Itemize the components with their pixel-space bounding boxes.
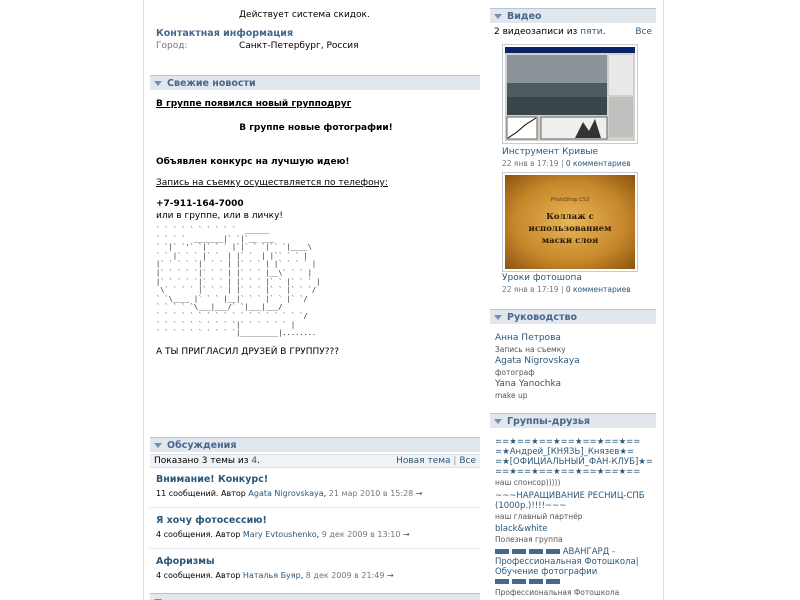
summary-prefix: Показано 3 темы из bbox=[154, 456, 252, 466]
topic-count: 4 сообщения. Автор bbox=[156, 571, 241, 580]
topic-date: 21 мар 2010 в 15:28 bbox=[328, 489, 414, 498]
group-desc: наш спонсор))))) bbox=[495, 478, 561, 487]
topic-author-link[interactable]: Наталья Буяр bbox=[242, 571, 301, 580]
news-line-3: Объявлен конкурс на лучшую идею! bbox=[156, 157, 350, 167]
discussions-actions: Новая тема | Все bbox=[396, 456, 476, 466]
video-comments-link[interactable]: 0 комментариев bbox=[565, 159, 631, 168]
topic-meta: 11 сообщений. Автор Agata Nigrovskaya, 21 мар 2010 в 15:28 → bbox=[156, 489, 423, 498]
video-meta: 22 янв в 17:19 | 0 комментариев bbox=[502, 285, 631, 294]
group-name-link[interactable]: black&white bbox=[495, 524, 548, 534]
group-item bbox=[495, 491, 655, 521]
video-meta: 22 янв в 17:19 | 0 комментариев bbox=[502, 159, 631, 168]
group-name: =★Андрей_[КНЯЗЬ]_Князев★= =★[ОФИЦИАЛЬНЫЙ_ФАН-КЛУБ]★= bbox=[495, 447, 654, 467]
collapse-triangle-icon bbox=[154, 81, 162, 86]
thumb-small-title: PhotoShop CS3 bbox=[550, 197, 590, 203]
news-body bbox=[156, 98, 476, 358]
leader-role: Запись на съемку bbox=[495, 345, 566, 354]
next-section-header[interactable] bbox=[150, 593, 480, 600]
divider bbox=[150, 507, 480, 508]
group-desc: Полезная группа bbox=[495, 535, 563, 544]
topic-meta: 4 сообщения. Автор Mary Evtoushenko, 9 дек 2009 в 13:10 → bbox=[156, 530, 410, 539]
groups-title: Группы-друзья bbox=[507, 415, 590, 427]
topic-meta: 4 сообщения. Автор Наталья Буяр, 8 дек 2009 в 21:49 → bbox=[156, 571, 394, 580]
video-summary: 2 видеозаписи из пяти. bbox=[494, 27, 606, 37]
topic-date: 8 дек 2009 в 21:49 bbox=[305, 571, 385, 580]
video-title: Видео bbox=[507, 10, 542, 22]
video-title-link[interactable]: Инструмент Кривые bbox=[502, 147, 599, 157]
leadership-title: Руководство bbox=[507, 311, 578, 323]
group-item bbox=[495, 547, 655, 597]
collapse-triangle-icon bbox=[494, 315, 502, 320]
topic-count: 11 сообщений. Автор bbox=[156, 489, 246, 498]
group-name-link[interactable]: ~~~НАРАЩИВАНИЕ РЕСНИЦ-СПБ (1000р.)!!!!~~~ bbox=[495, 491, 645, 511]
all-topics-link[interactable]: Все bbox=[459, 456, 476, 466]
news-title: Свежие новости bbox=[167, 77, 256, 89]
news-line-4: Запись на съемку осуществляется по телефону: bbox=[156, 178, 388, 188]
collage-thumbnail-image bbox=[505, 175, 635, 269]
photoshop-screenshot-image bbox=[505, 47, 635, 141]
discussions-summary: Показано 3 темы из 4. bbox=[154, 456, 261, 466]
video-date: 22 янв в 17:19 bbox=[502, 159, 559, 168]
news-line-1: В группе появился новый групподруг bbox=[156, 99, 352, 109]
topic-count: 4 сообщения. Автор bbox=[156, 530, 241, 539]
topic-title[interactable]: Внимание! Конкурс! bbox=[156, 474, 269, 485]
collapse-triangle-icon bbox=[494, 14, 502, 19]
topic-title[interactable]: Афоризмы bbox=[156, 556, 215, 567]
leader-name-link[interactable]: Анна Петрова bbox=[495, 333, 561, 343]
video-thumbnail[interactable] bbox=[502, 172, 638, 272]
leader-role: фотограф bbox=[495, 368, 535, 377]
leader-item bbox=[495, 356, 580, 377]
collapse-triangle-icon bbox=[154, 443, 162, 448]
news-section-header[interactable] bbox=[150, 75, 480, 90]
video-comments-link[interactable]: 0 комментариев bbox=[565, 285, 631, 294]
group-name-link[interactable] bbox=[495, 437, 655, 477]
video-summary-prefix: 2 видеозаписи из bbox=[494, 27, 581, 37]
topic-item bbox=[156, 556, 476, 580]
news-line-2: В группе новые фотографии! bbox=[239, 123, 393, 133]
group-item bbox=[495, 437, 655, 487]
topic-author-link[interactable]: Agata Nigrovskaya bbox=[248, 489, 324, 498]
news-line-5: или в группе, или в личку! bbox=[156, 211, 284, 221]
contact-heading: Контактная информация bbox=[156, 28, 294, 39]
go-arrow-icon[interactable]: → bbox=[415, 489, 423, 498]
topic-item bbox=[156, 474, 476, 498]
topic-date: 9 дек 2009 в 13:10 bbox=[321, 530, 401, 539]
decorative-blocks bbox=[495, 579, 560, 584]
city-value: Санкт-Петербург, Россия bbox=[239, 41, 359, 51]
group-desc: Профессиональная Фотошкола bbox=[495, 588, 620, 597]
leader-name-link[interactable]: Yana Yanochka bbox=[495, 379, 562, 389]
go-arrow-icon[interactable]: → bbox=[387, 571, 394, 580]
decorative-blocks bbox=[495, 549, 560, 554]
ascii-art: ` ` ` ` ` ` ` ` ` ` ______ ` ` ` ` _______|` `|`__ ___ ` `|` `'` `|` ` ` |`|` ` `|`` `|____\ ` ` |` ` ` |` ` | |` ` | |`` ` ` | |` ` ` ` `|` ` ` | |` ` ` | |` ` ` ` | |` ` ` ` `|` ` ` | |` ` ` |__\` ` ` | |` ` ` ` `|` ` ` | |` ` ` |` ` |` ` ` | \` ` ` ` |` ` ` | |` ` ` |` ` |` ` `/ ` `\____ |` ` ` |__|` ` ` |` ` |` `/ ` ` ` ` `\___|___/` `|___|___/ ` ` ` ` ` ` ` ` ` ` ` ` ` ` ` ` ` `/ ` ` ` ` ` ` ` ` ` `|` ` ` ` ` ` | ` ` ` ` ` ` ` ` ` `|_________|........ bbox=[156, 226, 321, 338]
video-section-header[interactable] bbox=[490, 8, 656, 23]
discussions-section-header[interactable] bbox=[150, 437, 480, 452]
discount-text: Действует система скидок. bbox=[239, 10, 370, 20]
group-name: АВАНГАРД - Профессиональная Фотошкола| Обучение фотографии bbox=[495, 547, 639, 577]
discussions-title: Обсуждения bbox=[167, 439, 237, 451]
video-summary-bar bbox=[490, 25, 656, 39]
topic-item bbox=[156, 515, 476, 539]
group-border-bottom: ==★==★==★==★==★==★== bbox=[495, 467, 641, 477]
summary-count-link[interactable]: 4 bbox=[251, 456, 258, 466]
new-topic-link[interactable]: Новая тема bbox=[396, 456, 451, 466]
divider bbox=[150, 548, 480, 549]
video-summary-link[interactable]: пяти bbox=[580, 27, 603, 37]
news-phone: +7-911-164-7000 bbox=[156, 199, 244, 209]
leader-item bbox=[495, 379, 561, 400]
go-arrow-icon[interactable]: → bbox=[402, 530, 410, 539]
topic-author-link[interactable]: Mary Evtoushenko bbox=[242, 530, 317, 539]
discussions-summary-bar bbox=[150, 454, 480, 468]
group-border-top: ==★==★==★==★==★==★== bbox=[495, 437, 641, 447]
all-videos-link[interactable]: Все bbox=[635, 27, 652, 37]
collapse-triangle-icon bbox=[494, 419, 502, 424]
city-label: Город: bbox=[156, 41, 188, 51]
group-desc: наш главный партнёр bbox=[495, 512, 583, 521]
video-title-link[interactable]: Уроки фотошопа bbox=[502, 273, 582, 283]
thumb-caption: Коллаж с использованием маски слоя bbox=[528, 212, 612, 246]
group-item bbox=[495, 524, 655, 544]
topic-title[interactable]: Я хочу фотосессию! bbox=[156, 515, 267, 526]
leadership-section-header[interactable] bbox=[490, 309, 656, 324]
news-closing: А ТЫ ПРИГЛАСИЛ ДРУЗЕЙ В ГРУППУ??? bbox=[156, 346, 340, 357]
leader-item bbox=[495, 333, 566, 354]
group-name-link[interactable] bbox=[495, 547, 655, 587]
video-thumbnail[interactable] bbox=[502, 44, 638, 144]
video-date: 22 янв в 17:19 bbox=[502, 285, 559, 294]
leader-name-link[interactable]: Agata Nigrovskaya bbox=[495, 356, 580, 366]
leader-role: make up bbox=[495, 391, 528, 400]
groups-section-header[interactable] bbox=[490, 413, 656, 428]
